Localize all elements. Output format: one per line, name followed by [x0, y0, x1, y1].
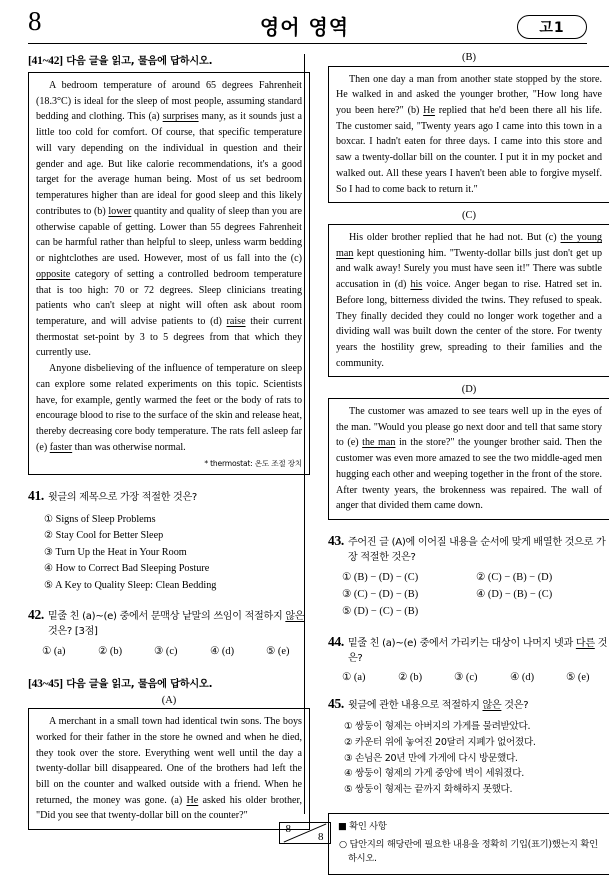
question-44-option-4[interactable]: ④ (d): [510, 672, 535, 684]
question-41-prompt: 윗글의 제목으로 가장 적절한 것은?: [47, 492, 197, 504]
question-45-prompt: [348, 698, 609, 713]
passage-b-text: Then one day a man from another state stopped by the store. He walked in and asked the younger brother, "How long have you been here?" (b) He replied that he'd been there all his life. The customer said, "Twenty years ago I came into this town in a boxcar. I hadn't eaten for three days. I came into this store and saw a twenty-dollar bill on the counter. I put it in my pocket and walked out. All these years I haven't been able to forgive myself. So I had to come back to return it.": [336, 73, 602, 195]
question-44-prompt: [348, 636, 609, 666]
passage-d-label: (D): [461, 384, 477, 396]
instruction-43-45-text: 다음 글을 읽고, 물음에 답하시오.: [66, 678, 213, 690]
page-footer: [0, 822, 609, 844]
question-45-number: 45.: [328, 696, 344, 712]
footer-page-number-left: 8: [285, 823, 291, 835]
question-45-options: [328, 719, 609, 797]
question-44-options: [328, 671, 609, 683]
question-42-number: 42.: [28, 607, 44, 623]
question-44-prompt-negation: 다른: [575, 637, 595, 649]
passage-d: [328, 398, 609, 520]
question-45-option-5[interactable]: ⑤ 쌍둥이 형제는 끝까지 화해하지 못했다.: [344, 783, 513, 795]
question-45-prompt-part2: 것은?: [501, 700, 529, 712]
passage-41-42-para1: A bedroom temperature of around 65 degrees Fahrenheit (18.3°C) is ideal for the sleep of most people, assuming standard bedding and clothing. This (a) surprises many, as it sounds just a little too cold for comfort. Of course, that specific temperature will vary depending on the individual in question and their gender and age. But like calorie recommendations, it's a good target for the average human being. Most of us set bedroom temperatures higher than are ideal for good sleep and this likely contributes to (b) lower quantity and quality of sleep than you are otherwise capable of getting. Lower than 55 degrees Fahrenheit can be harmful rather than helpful to sleep, unless warm bedding or nightclothes are used. However, most of us fall into the (c) opposite category of setting a controlled bedroom temperature that is too high: 70 or 72 degrees. Sleep clinicians treating patients who can't sleep at night will often ask about room temperature, and will advise patients to (d) raise their current thermostat set-point by 3 to 5 degrees from that which they currently use.: [36, 80, 303, 359]
header-divider-rule: [28, 43, 587, 44]
header-page-number: 8: [28, 6, 42, 36]
passage-a-text: A merchant in a small town had identical twin sons. The boys worked for their father in the store he owned and when he died, they took over the store. Everything went well until the day a twenty-dollar bill disappeared. One of the brothers had left the bill on the counter and walked outside with a friend. When he returned, the money was gone. (a) He asked his older brother, "Did you see that twenty-dollar bill on the counter?": [36, 716, 302, 822]
grade-badge: 고1: [517, 15, 587, 39]
question-43-prompt: 주어진 글 (A)에 이어질 내용을 순서에 맞게 배열한 것으로 가장 적절한 것은?: [347, 537, 606, 564]
question-44-option-2[interactable]: ② (b): [398, 672, 423, 684]
question-43-option-2[interactable]: ② (C) − (B) − (D): [476, 572, 553, 584]
question-42-prompt-negation: 않은: [285, 611, 305, 623]
passage-a: [28, 708, 310, 830]
passage-b-label: (B): [462, 52, 476, 63]
question-45-option-1[interactable]: ① 쌍둥이 형제는 아버지의 가게를 물려받았다.: [344, 721, 531, 733]
question-45-option-3[interactable]: ③ 손님은 20년 만에 가게에 다시 방문했다.: [344, 752, 518, 764]
question-42-option-1[interactable]: ① (a): [42, 645, 66, 657]
question-44-prompt-part1: 밑줄 친 (a)~(e) 중에서 가리키는 대상이 나머지 넷과: [347, 637, 576, 649]
right-column: [328, 52, 609, 875]
passage-41-42-footnote: * thermostat: 온도 조절 장치: [204, 458, 302, 468]
confirmation-item-line1: ○ 답안지의 해당란에 필요한 내용을 정확히 기입(표기)했는지 확인: [339, 838, 598, 850]
question-44-option-1[interactable]: ① (a): [342, 672, 366, 684]
question-42-prompt-part1: 밑줄 친 (a)~(e) 중에서 문맥상 낱말의 쓰임이 적절하지: [47, 611, 286, 623]
question-44: [328, 632, 609, 683]
question-41-number: 41.: [28, 488, 44, 504]
passage-c-label: (C): [462, 210, 476, 222]
passage-a-label: (A): [161, 694, 177, 706]
instruction-43-45: [28, 675, 310, 690]
question-42-prompt: [48, 609, 310, 639]
instruction-41-42: [28, 52, 310, 67]
passage-d-text: The customer was amazed to see tears well up in the eyes of the man. "Would you please go next door and tell that same story to (e) the man in the store?" the younger brother said. Then the customer was even more amazed to see the two middle-aged men hugging each other and weeping together in the front of the store. After twenty years, the brokenness was repaired. The wall of anger that divided them came down.: [336, 405, 602, 512]
passage-c-text: His older brother replied that he had not. But (c) the young man kept questioning him. "Twenty-dollar bills just don't get up and walk away! Surely you must have seen it!" There was subtle accusation in (d) his voice. Anger began to rise. Hatred set in. Before long, bitterness divided the twins. They refused to speak. They finally decided they could no longer work together and a dividing wall was built down the center of the store. For twenty years the hostility grew, spreading to their families and the community.: [336, 231, 602, 369]
question-43-options: [328, 570, 609, 621]
question-45-prompt-negation: 않은: [482, 700, 502, 712]
question-43-option-5[interactable]: ⑤ (D) − (C) − (B): [342, 606, 419, 618]
instruction-41-42-text: 다음 글을 읽고, 물음에 답하시오.: [66, 56, 213, 67]
question-45: [328, 694, 609, 797]
question-42: [28, 605, 310, 656]
footer-page-number-right: 8: [318, 831, 324, 843]
question-45-prompt-part1: 윗글에 관한 내용으로 적절하지: [347, 700, 483, 712]
subject-title: 영어 영역: [259, 15, 350, 39]
question-44-prompt-part2: 것은?: [347, 637, 608, 665]
instruction-43-45-range: [43~45]: [28, 677, 63, 690]
question-42-prompt-part2: 것은? [3점]: [47, 626, 98, 638]
content-columns: [0, 52, 609, 875]
question-41-option-1[interactable]: ① Signs of Sleep Problems: [44, 513, 156, 525]
question-43-number: 43.: [328, 533, 344, 549]
confirmation-title: ■ 확인 사항: [338, 821, 387, 833]
question-41-option-3[interactable]: ③ Turn Up the Heat in Your Room: [44, 546, 187, 558]
question-42-option-3[interactable]: ③ (c): [154, 645, 178, 657]
question-44-option-5[interactable]: ⑤ (e): [566, 672, 590, 684]
question-44-option-3[interactable]: ③ (c): [454, 672, 478, 684]
question-41-options: [28, 512, 310, 595]
passage-c: [328, 224, 609, 378]
question-43-option-4[interactable]: ④ (D) − (B) − (C): [476, 589, 553, 601]
left-column: [28, 52, 310, 875]
question-44-number: 44.: [328, 633, 344, 649]
page-header: [0, 0, 609, 46]
question-43-option-3[interactable]: ③ (C) − (D) − (B): [342, 589, 419, 601]
footer-page-box: [279, 822, 331, 844]
confirmation-item-line2: 하시오.: [348, 852, 377, 864]
question-41-option-5[interactable]: ⑤ A Key to Quality Sleep: Clean Bedding: [44, 579, 217, 591]
question-45-option-2[interactable]: ② 카운터 위에 놓여진 20달러 지폐가 없어졌다.: [344, 737, 536, 748]
question-42-option-2[interactable]: ② (b): [98, 645, 123, 657]
question-41: [28, 486, 310, 594]
passage-41-42-para2: Anyone disbelieving of the influence of temperature on sleep can explore some related experiments on this topic. Scientists have, for example, gently warmed the feet or the body of rats to encourage blood to rise to the surface of the skin and release heat, thereby decreasing core body temperature. The rats fell asleep far (e) faster than was otherwise normal.: [36, 363, 302, 453]
question-43: [328, 531, 609, 621]
instruction-41-42-range: [41~42]: [28, 55, 63, 67]
passage-b: [328, 66, 609, 204]
question-42-options: [28, 645, 310, 657]
question-42-option-5[interactable]: ⑤ (e): [266, 645, 290, 657]
question-41-option-4[interactable]: ④ How to Correct Bad Sleeping Posture: [44, 563, 210, 575]
question-41-option-2[interactable]: ② Stay Cool for Better Sleep: [44, 530, 164, 542]
question-43-option-1[interactable]: ① (B) − (D) − (C): [342, 572, 419, 584]
question-45-option-4[interactable]: ④ 쌍둥이 형제의 가게 중앙에 벽이 세워졌다.: [344, 768, 524, 780]
passage-41-42: [28, 72, 310, 475]
question-42-option-4[interactable]: ④ (d): [210, 645, 235, 657]
